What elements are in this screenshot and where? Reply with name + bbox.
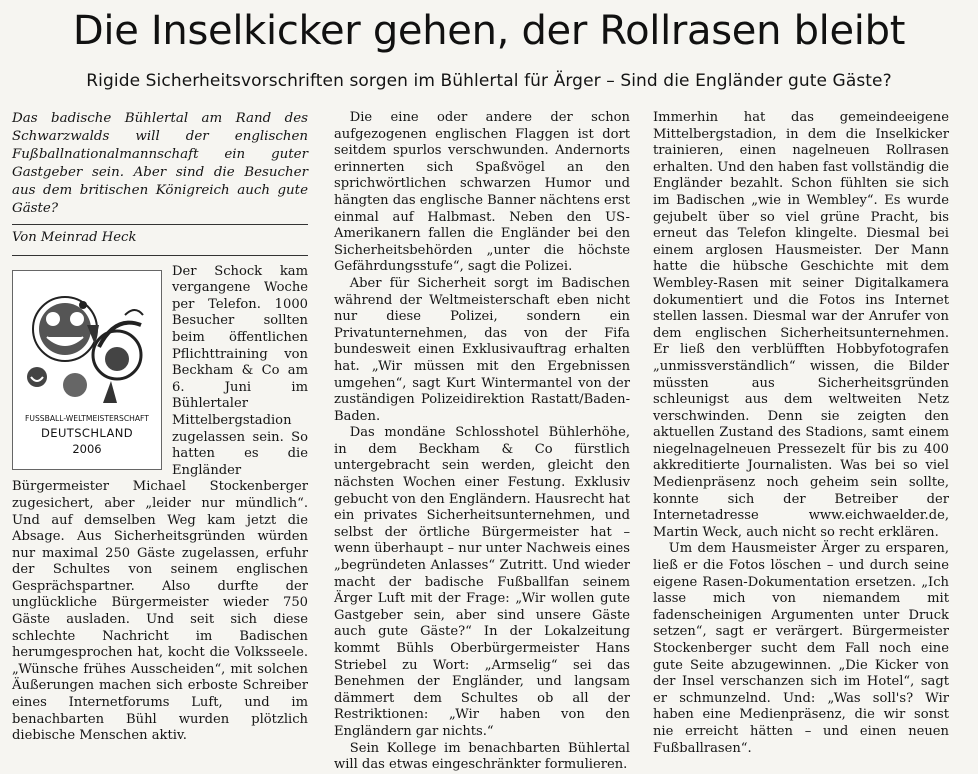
byline: Von Meinrad Heck	[12, 230, 137, 245]
logo-caption-country: DEUTSCHLAND	[41, 425, 133, 440]
body-paragraph: Immerhin hat das gemeindeeigene Mittelbergstadion, in dem die Inselkicker trainieren, einen nagelneuen Rollrasen erhalten. Und den haben fast vollständig die Engländer bezahlt. Schon fühlten sie sich im Badischen „wie in Wembley“. Es wurde gejubelt über so viel grüne Pracht, bis erneut das Telefon klingelte. Diesmal bei einem arglosen Hausmeister. Der Mann hatte die hübsche Geschichte mit dem Wembley-Rasen mit seiner Digitalkamera dokumentiert und die Fotos ins Internet stellen lassen. Diesmal war der Anrufer von dem englischen Sicherheitsunternehmen. Er ließ den verblüfften Hobbyfotografen „unmissverständlich“ wissen, die Bilder müssten aus Sicherheitsgründen schleunigst aus dem weltweiten Netz verschwinden. Denn sie zeigten den aktuellen Zustand des Stadions, samt einem niegelnagelneuen Pressezelt für bis zu 400 akkreditierte Journalisten. Was bei so viel Medienpräsenz noch geheim sein sollte, konnte sich der Betreiber der Internetadresse www.eichwaelder.de, Martin Weck, auch nicht so recht erklären.	[653, 110, 950, 540]
column-1	[12, 110, 308, 745]
body-paragraph: Sein Kollege im benachbarten Bühlertal will das etwas eingeschränkter formulieren.	[334, 740, 630, 773]
world-cup-emblem-icon	[25, 285, 151, 405]
divider	[12, 255, 308, 256]
logo-caption-year: 2006	[72, 441, 102, 456]
body-paragraph: Um dem Hausmeister Ärger zu ersparen, ließ er die Fotos löschen – und durch seine eigene Rasen-Dokumentation ersetzen. „Ich lasse mich von niemandem mit fadenscheinigen Argumenten unter Druck setzen“, sagt er verärgert. Bürgermeister Stockenberger sucht dem Fall noch eine gute Seite abzugewinnen. „Die Kicker von der Insel verschanzen sich im Hotel“, sagt er schmunzelnd. Und: „Was soll's? Wir haben eine Medienpräsenz, die wir sonst nie erreicht hätten – und einen neuen Fußballrasen“.	[653, 541, 949, 756]
column-3	[653, 110, 949, 757]
world-cup-logo	[12, 270, 162, 470]
body-paragraph: Der Schock kam vergangene Woche per Telefon. 1000 Besucher sollten beim öffentlichen Pflichttraining von Beckham & Co am 6. Juni im Bühlertaler Mittelbergstadion zugelassen sein. So hatten es die Engländer Bürgermeister Michael Stockenberger zugesichert, aber „leider nur mündlich“. Und auf demselben Weg kam jetzt die Absage. Aus Sicherheitsgründen würden nur maximal 250 Gäste zugelassen, erfuhr der Schultes von seinem englischen Gesprächspartner. Also durfte der unglückliche Bürgermeister wieder 750 Gäste ausladen. Und seit sich diese schlechte Nachricht im Badischen herumgesprochen hat, kocht die Volksseele. „Wünsche frühes Ausscheiden“, mit solchen Äußerungen machen sich erboste Schreiber eines Internetforums Luft, und im benachbarten Bühl wurden plötzlich diebische Menschen aktiv.	[12, 263, 308, 744]
logo-caption-top: FUSSBALL-WELTMEISTERSCHAFT	[25, 413, 149, 423]
body-paragraph: Das mondäne Schlosshotel Bühlerhöhe, in dem Beckham & Co fürstlich untergebracht sein werden, gleicht den nächsten Wochen einer Festung. Exklusiv gebucht von den Engländern. Hausrecht hat ein privates Sicherheitsunternehmen, und selbst der örtliche Bürgermeister hat – wenn überhaupt – nur unter Nachweis eines „begründeten Anlasses“ Zutritt. Und wieder macht der badische Fußballfan seinem Ärger Luft mit der Frage: „Wir wollen gute Gastgeber sein, aber sind unsere Gäste auch gute Gäste?“ In der Lokalzeitung kommt Bühls Oberbürgermeister Hans Striebel zu Wort: „Armselig“ sei das Benehmen der Engländer, und langsam dämmert dem Schultes ob all der Restriktionen: „Wir haben von den Engländern gar nichts.“	[334, 425, 630, 739]
intro-text: Das badische Bühlertal am Rand des Schwarzwalds will der englischen Fußballnationalmannschaft ein guter Gastgeber sein. Aber sind die Besucher aus dem britischen Königreich auch gute Gäste?	[12, 111, 308, 216]
divider	[12, 224, 308, 225]
body-paragraph: Die eine oder andere der schon aufgezogenen englischen Flaggen ist dort seitdem spurlos verschwunden. Andernorts erinnerten sich Spaßvögel an den sprichwörtlichen schwarzen Humor und hängten das englische Banner nächtens erst einmal auf Halbmast. Neben den US-Amerikanern fallen die Engländer bei den Sicherheitsbehörden „unter die höchste Gefährdungsstufe“, sagt die Polizei.	[334, 110, 630, 275]
headline: Die Inselkicker gehen, der Rollrasen bleibt	[72, 8, 906, 54]
subheadline: Rigide Sicherheitsvorschriften sorgen im Bühlertal für Ärger – Sind die Engländer gute Gäste?	[86, 71, 892, 91]
body-paragraph: Aber für Sicherheit sorgt im Badischen während der Weltmeisterschaft eben nicht nur diese Polizei, sondern ein Privatunternehmen, das von der Fifa bundesweit einen Exklusivauftrag erhalten hat. „Wir müssen mit den Ergebnissen umgehen“, sagt Kurt Wintermantel von der zuständigen Polizeidirektion Rastatt/Baden-Baden.	[334, 275, 630, 424]
column-2	[334, 110, 630, 774]
